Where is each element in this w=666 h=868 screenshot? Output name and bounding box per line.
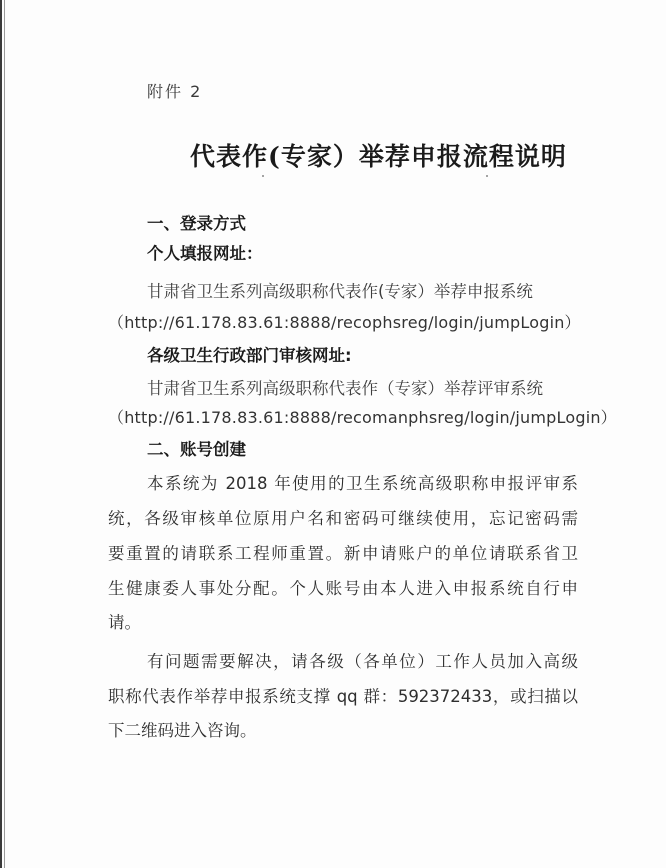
paragraph-line: 生健康委人事处分配。个人账号由本人进入申报系统自行申 [108, 579, 578, 598]
personal-url-link[interactable]: （http://61.178.83.61:8888/recophsreg/login/jumpLogin） [108, 313, 581, 332]
paragraph-line: 职称代表作举荐申报系统支撑 qq 群：592372433，或扫描以 [108, 687, 578, 706]
section-heading-account: 二、账号创建 [147, 440, 246, 459]
scan-speck [486, 175, 488, 177]
paragraph-line: 下二维码进入咨询。 [108, 721, 257, 740]
paragraph-line: 要重置的请联系工程师重置。新申请账户的单位请联系省卫 [108, 544, 578, 563]
personal-url-label: 个人填报网址： [147, 244, 263, 263]
attachment-label: 附件 2 [147, 82, 203, 101]
scan-edge-shadow [4, 0, 5, 868]
review-url-label: 各级卫生行政部门审核网址: [147, 346, 352, 365]
review-system-name: 甘肃省卫生系列高级职称代表作（专家）举荐评审系统 [147, 379, 543, 398]
scan-edge [0, 0, 2, 868]
personal-system-name: 甘肃省卫生系列高级职称代表作(专家）举荐申报系统 [147, 282, 533, 301]
paragraph-line: 请。 [108, 613, 141, 632]
section-heading-login: 一、登录方式 [147, 214, 246, 233]
scan-speck [262, 175, 264, 177]
document-title: 代表作(专家）举荐申报流程说明 [190, 142, 567, 171]
paragraph-line: 本系统为 2018 年使用的卫生系统高级职称申报评审系 [147, 474, 578, 493]
review-url-link[interactable]: （http://61.178.83.61:8888/recomanphsreg/login/jumpLogin） [108, 408, 617, 427]
paragraph-line: 有问题需要解决，请各级（各单位）工作人员加入高级 [147, 652, 578, 671]
paragraph-line: 统，各级审核单位原用户名和密码可继续使用，忘记密码需 [108, 509, 578, 528]
